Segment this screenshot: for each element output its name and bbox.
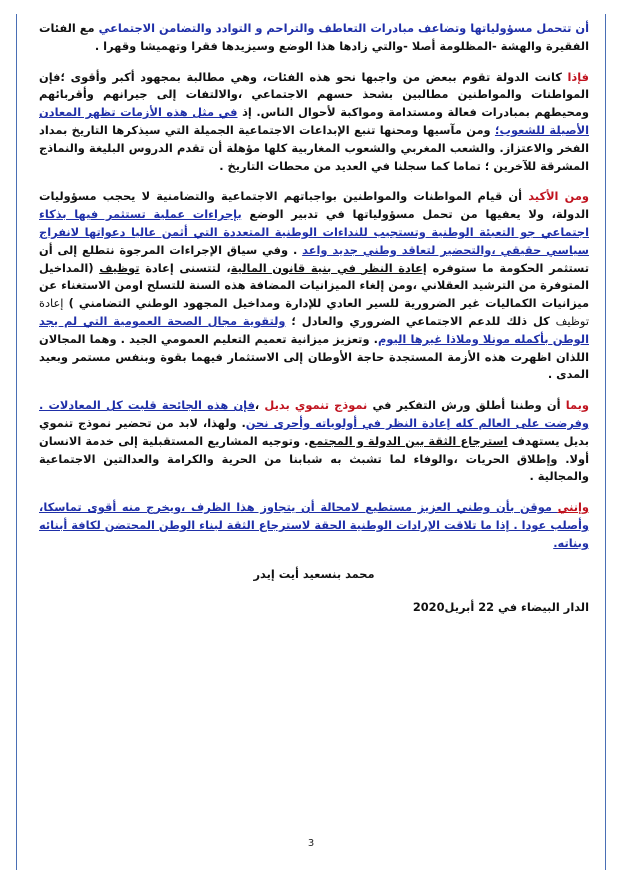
p4-text-1: أن وطننا أطلق ورش التفكير في (367, 398, 566, 413)
paragraph-5 (39, 499, 589, 552)
p3-text-5: كل ذلك للدعم الاجتماعي الضروري والعادل ؛ (285, 313, 556, 328)
page-number: 3 (307, 838, 315, 849)
p2-underlined: في مثل هذه الأزمات تظهر المعادن الأصيلة للشعوب؛ (39, 105, 590, 137)
p3-text-4: (المداخيل المتوفرة من الترشيد العقلاني ،ومن إلغاء الميزانيات المضافة هذه السنة للتسلح اومن الاستغناء عن ميزانيات الكماليات غير الضرورية للسير العادي للإدارة ومداخيل المجهود الوطني التضامني ) (39, 260, 589, 311)
p2-text-1: كانت الدولة تقوم ببعض من واجبها نحو هذه الفئات، وهي مطالبة بمجهود أكبر وأقوى ؛فإن المواطنات والمواطنين مطالبين بشحذ حسهم الاجتماعي ،والالتفات إلى جيرانهم وأقربائهم ومحيطهم بمبادرات فعالة ومستدامة ومواكبة لأحوال الناس. إذ (39, 69, 589, 120)
date-line: الدار البيضاء في 22 أبريل2020 (412, 600, 589, 615)
p3-underlined-4: ولتقوية مجال الصحة العمومية التي لم يجد الوطن بأكمله مونلا وملاذا غيرها اليوم (39, 313, 589, 346)
p3-text-6: . وتعزيز ميزانية تعميم التعليم العمومي الجيد . وهما المجالان اللذان اظهرت هذه الأزمة المستجدة حاجة الأوطان إلى الاستثمار فيهما بقوة وبنفس مستمر وبعيد المدى . (39, 331, 589, 382)
p5-lead: وإنني (557, 500, 589, 515)
paragraph-4 (39, 397, 589, 486)
p4-text-4: . وتوجيه المشاريع المستقبلية إلى خدمة الانسان أولا. وإطلاق الحريات ،والوفاء لما تشبث به شبابنا من الحرية والكرامة والعدالتين الاجتماعية والمجالية . (39, 433, 589, 484)
paragraph-3 (39, 188, 589, 384)
p1-text: مع الفئات الفقيرة والهشة -المظلومة أصلا -والتي زادها هذا الوضع وسيزيدها فقرا وتهميشا وقهرا . (39, 21, 589, 53)
p4-red-phrase: نموذج تنموي بديل (264, 398, 368, 413)
p2-text-2: ومن مآسيها ومحنها تنبع الإبداعات الاجتماعية الجميلة التي سيذكرها التاريخ بمداد الفخر والاعتزاز. والشعب المغربي والشعوب المغاربية كلها مؤهلة أن تقدم الدروس البليغة والنماذج المشرقة للآخرين ؛ تماما كما سجلنا في العديد من محطات التاريخ . (39, 122, 589, 173)
p3-underlined-1: بإجراءات عملية تستثمر فيها بذكاء اجتماعي جو التعبئة الوطنية وتستجيب للنداءات الوطنية المتعددة التي أثمن عاليا دعواتها لانفراج سياسي حقيقي ،والتحضير لتعاقد وطني جديد واعد (39, 207, 590, 257)
article-body (39, 20, 589, 630)
p3-text-1: أن قيام المواطنات والمواطنين بواجباتهم الاجتماعية والتضامنية لا يحجب مسؤوليات الدولة، ولا يعفيها من تحمل مسؤولياتها في تدبير الوضع (39, 189, 589, 222)
p3-text-2: . وفي سياق الإجراءات المرجوة نتطلع إلى أن تستثمر الحكومة ما ستوفره (39, 242, 589, 275)
p2-lead: فإذا (567, 69, 589, 84)
p5-underlined: موقن بأن وطني العزيز مستطيع لامحالة أن يتجاوز هذا الظرف ،ويخرج منه أقوى تماسكا، وأصلب عودا . إذا ما تلاقت الإرادات الوطنية الحقة لاسترجاع الثقة لبناء الوطن المحتضن لكافة أبنائه وبناته. (39, 500, 589, 550)
paragraph-2 (39, 69, 589, 176)
p1-highlight: أن تتحمل مسؤولياتها وتضاعف مبادرات التعاطف والتراحم و التوادد والتضامن الاجتماعي (98, 21, 589, 35)
p4-underlined-2: استرجاع الثقة بين الدولة و المجتمع (308, 433, 508, 448)
p3-text-3: ، لتتسنى إعادة (139, 260, 231, 275)
page-frame (16, 14, 606, 870)
signature: محمد بنسعيد أيت إيدر (253, 566, 375, 581)
p4-text-3: . ولهذا، لابد من تحضير نموذج تنموي بديل يستهدف (39, 415, 589, 448)
p4-text-2: ، (254, 398, 265, 413)
p4-underlined-1: فإن هذه الجائحة قلبت كل المعادلات . وفرضت على العالم كله إعادة النظر في أولوياته وأحرى نحن (39, 398, 589, 430)
p3-light-text: إعادة توظيف (39, 296, 589, 328)
paragraph-1 (39, 20, 589, 56)
p3-underlined-3: توظيف (99, 260, 140, 275)
p3-underlined-2: إعادة النظر في بنية قانون المالية (230, 260, 427, 275)
p4-lead: وبما (565, 398, 589, 413)
p3-lead: ومن الأكيد (528, 189, 589, 204)
